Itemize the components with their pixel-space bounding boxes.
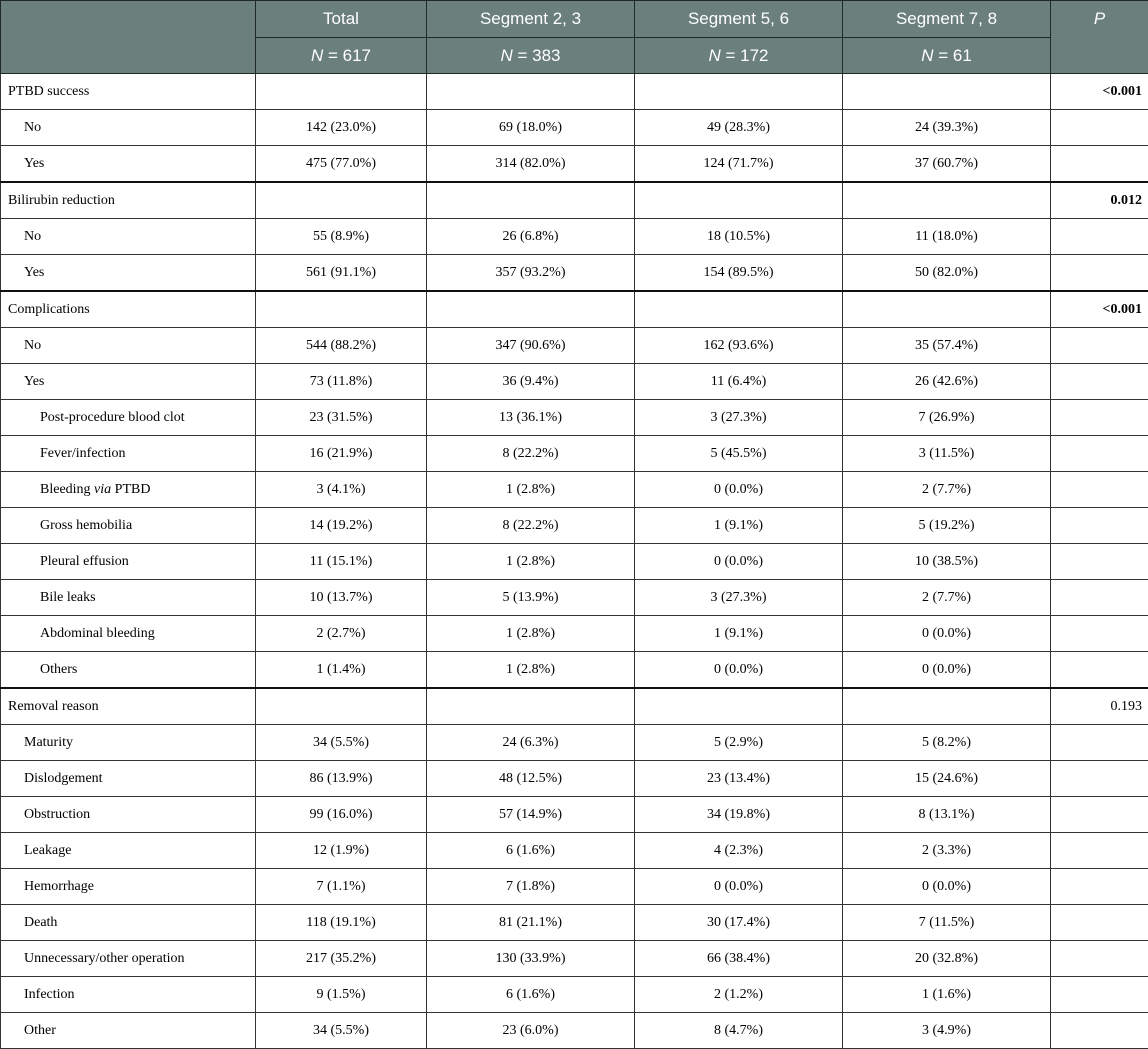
- row-label: [1, 688, 256, 725]
- table-row: [1, 436, 1148, 472]
- table-row: [1, 833, 1148, 869]
- table-body: [1, 74, 1148, 1049]
- n-separator: =: [323, 46, 342, 65]
- cell-p-value: [1051, 328, 1148, 364]
- row-label-text: Complications: [8, 302, 90, 317]
- cell-p-value: [1051, 725, 1148, 761]
- cell-segment-5-6: 3 (27.3%): [635, 580, 843, 616]
- cell-segment-7-8: 8 (13.1%): [843, 797, 1051, 833]
- cell-p-value: [1051, 761, 1148, 797]
- cell-segment-2-3: 1 (2.8%): [427, 652, 635, 689]
- cell-total: 2 (2.7%): [256, 616, 427, 652]
- cell-segment-7-8: 35 (57.4%): [843, 328, 1051, 364]
- row-label: [1, 364, 256, 400]
- cell-segment-5-6: 8 (4.7%): [635, 1013, 843, 1049]
- cell-total: 73 (11.8%): [256, 364, 427, 400]
- cell-segment-7-8: 1 (1.6%): [843, 977, 1051, 1013]
- cell-segment-2-3: 6 (1.6%): [427, 833, 635, 869]
- cell-p-value: [1051, 110, 1148, 146]
- cell-p-value: [1051, 941, 1148, 977]
- row-label: [1, 255, 256, 292]
- row-label: [1, 472, 256, 508]
- cell-segment-7-8: 0 (0.0%): [843, 616, 1051, 652]
- row-label-text: PTBD success: [8, 84, 89, 99]
- cell-segment-7-8: 5 (8.2%): [843, 725, 1051, 761]
- cell-segment-5-6: [635, 291, 843, 328]
- cell-p-value: [1051, 364, 1148, 400]
- cell-total: [256, 74, 427, 110]
- header-n-segment-7-8: [843, 38, 1051, 74]
- cell-p-value: [1051, 616, 1148, 652]
- row-label-text: Yes: [24, 374, 44, 389]
- cell-p-value: [1051, 1013, 1148, 1049]
- cell-total: 561 (91.1%): [256, 255, 427, 292]
- header-n-segment-2-3: [427, 38, 635, 74]
- cell-segment-7-8: [843, 182, 1051, 219]
- cell-segment-7-8: [843, 688, 1051, 725]
- table-row: [1, 869, 1148, 905]
- table-row: [1, 616, 1148, 652]
- cell-total: 11 (15.1%): [256, 544, 427, 580]
- table-row: [1, 652, 1148, 689]
- header-segment-5-6: Segment 5, 6: [635, 1, 843, 38]
- row-label-suffix: PTBD: [111, 482, 150, 497]
- cell-segment-7-8: 50 (82.0%): [843, 255, 1051, 292]
- table-row: [1, 472, 1148, 508]
- table-row: [1, 580, 1148, 616]
- cell-segment-5-6: 66 (38.4%): [635, 941, 843, 977]
- row-label: [1, 110, 256, 146]
- cell-segment-7-8: 15 (24.6%): [843, 761, 1051, 797]
- cell-segment-2-3: 6 (1.6%): [427, 977, 635, 1013]
- cell-p-value: <0.001: [1051, 291, 1148, 328]
- cell-segment-5-6: 0 (0.0%): [635, 652, 843, 689]
- cell-p-value: 0.193: [1051, 688, 1148, 725]
- table-row: [1, 255, 1148, 292]
- cell-segment-2-3: 69 (18.0%): [427, 110, 635, 146]
- cell-p-value: [1051, 869, 1148, 905]
- cell-segment-2-3: 36 (9.4%): [427, 364, 635, 400]
- row-label-text: Bilirubin reduction: [8, 193, 115, 208]
- cell-segment-7-8: 7 (26.9%): [843, 400, 1051, 436]
- row-label: [1, 616, 256, 652]
- cell-p-value: [1051, 905, 1148, 941]
- cell-total: 3 (4.1%): [256, 472, 427, 508]
- n-separator: =: [721, 46, 740, 65]
- cell-segment-7-8: 20 (32.8%): [843, 941, 1051, 977]
- cell-total: [256, 291, 427, 328]
- cell-segment-5-6: 34 (19.8%): [635, 797, 843, 833]
- table-row: [1, 400, 1148, 436]
- cell-segment-2-3: 1 (2.8%): [427, 616, 635, 652]
- row-label-text: Dislodgement: [24, 771, 103, 786]
- cell-total: 475 (77.0%): [256, 146, 427, 183]
- cell-p-value: [1051, 580, 1148, 616]
- n-value: 383: [532, 46, 560, 65]
- row-label: [1, 182, 256, 219]
- cell-segment-2-3: 1 (2.8%): [427, 544, 635, 580]
- cell-segment-7-8: 0 (0.0%): [843, 869, 1051, 905]
- cell-segment-7-8: 3 (4.9%): [843, 1013, 1051, 1049]
- header-n-total: [256, 38, 427, 74]
- cell-segment-5-6: 0 (0.0%): [635, 869, 843, 905]
- row-label-text: Removal reason: [8, 699, 99, 714]
- cell-segment-5-6: 5 (45.5%): [635, 436, 843, 472]
- cell-segment-2-3: 26 (6.8%): [427, 219, 635, 255]
- row-label: [1, 146, 256, 183]
- cell-segment-2-3: 8 (22.2%): [427, 436, 635, 472]
- cell-total: 544 (88.2%): [256, 328, 427, 364]
- cell-p-value: [1051, 797, 1148, 833]
- row-label: [1, 436, 256, 472]
- cell-p-value: [1051, 400, 1148, 436]
- cell-segment-2-3: 81 (21.1%): [427, 905, 635, 941]
- cell-segment-5-6: 30 (17.4%): [635, 905, 843, 941]
- row-label-text: No: [24, 120, 41, 135]
- row-label: [1, 905, 256, 941]
- row-label: [1, 833, 256, 869]
- cell-segment-7-8: 26 (42.6%): [843, 364, 1051, 400]
- cell-segment-2-3: 7 (1.8%): [427, 869, 635, 905]
- cell-segment-7-8: 5 (19.2%): [843, 508, 1051, 544]
- section-row: [1, 182, 1148, 219]
- row-label-text: Leakage: [24, 843, 71, 858]
- row-label: [1, 400, 256, 436]
- cell-segment-5-6: [635, 74, 843, 110]
- row-label-text: Death: [24, 915, 57, 930]
- cell-segment-2-3: 8 (22.2%): [427, 508, 635, 544]
- table-row: [1, 797, 1148, 833]
- cell-segment-5-6: 11 (6.4%): [635, 364, 843, 400]
- row-label: [1, 1013, 256, 1049]
- cell-segment-7-8: 2 (7.7%): [843, 472, 1051, 508]
- cell-total: 34 (5.5%): [256, 1013, 427, 1049]
- cell-total: 99 (16.0%): [256, 797, 427, 833]
- cell-segment-2-3: 1 (2.8%): [427, 472, 635, 508]
- cell-segment-2-3: 347 (90.6%): [427, 328, 635, 364]
- cell-p-value: [1051, 219, 1148, 255]
- n-separator: =: [513, 46, 532, 65]
- table-row: [1, 110, 1148, 146]
- header-label-cell: [1, 1, 256, 74]
- cell-segment-5-6: 4 (2.3%): [635, 833, 843, 869]
- row-label: [1, 74, 256, 110]
- cell-total: 34 (5.5%): [256, 725, 427, 761]
- cell-total: 217 (35.2%): [256, 941, 427, 977]
- cell-segment-2-3: [427, 291, 635, 328]
- cell-p-value: [1051, 977, 1148, 1013]
- row-label-text: Infection: [24, 987, 75, 1002]
- row-label-text: Bleeding: [40, 482, 94, 497]
- cell-total: 7 (1.1%): [256, 869, 427, 905]
- section-row: [1, 74, 1148, 110]
- cell-p-value: [1051, 508, 1148, 544]
- cell-segment-7-8: 11 (18.0%): [843, 219, 1051, 255]
- cell-segment-7-8: 3 (11.5%): [843, 436, 1051, 472]
- n-value: 617: [343, 46, 371, 65]
- table-row: [1, 977, 1148, 1013]
- n-symbol: N: [500, 46, 512, 65]
- table-row: [1, 941, 1148, 977]
- cell-p-value: 0.012: [1051, 182, 1148, 219]
- row-label-text: Fever/infection: [40, 446, 126, 461]
- cell-segment-5-6: 124 (71.7%): [635, 146, 843, 183]
- cell-segment-5-6: 3 (27.3%): [635, 400, 843, 436]
- row-label: [1, 508, 256, 544]
- cell-segment-5-6: 0 (0.0%): [635, 472, 843, 508]
- cell-segment-2-3: 57 (14.9%): [427, 797, 635, 833]
- cell-segment-7-8: 2 (7.7%): [843, 580, 1051, 616]
- cell-segment-7-8: 24 (39.3%): [843, 110, 1051, 146]
- row-label: [1, 725, 256, 761]
- row-label: [1, 797, 256, 833]
- cell-segment-7-8: [843, 291, 1051, 328]
- cell-total: 9 (1.5%): [256, 977, 427, 1013]
- row-label-text: Maturity: [24, 735, 73, 750]
- row-label: [1, 328, 256, 364]
- row-label-text: No: [24, 229, 41, 244]
- table-row: [1, 508, 1148, 544]
- n-value: 61: [953, 46, 972, 65]
- table-row: [1, 905, 1148, 941]
- cell-p-value: [1051, 146, 1148, 183]
- cell-segment-2-3: 23 (6.0%): [427, 1013, 635, 1049]
- cell-segment-7-8: 7 (11.5%): [843, 905, 1051, 941]
- header-p-value: P: [1051, 1, 1148, 74]
- cell-segment-5-6: 49 (28.3%): [635, 110, 843, 146]
- cell-total: 86 (13.9%): [256, 761, 427, 797]
- row-label-italic: via: [94, 482, 111, 497]
- row-label-text: Others: [40, 662, 77, 677]
- table-row: [1, 761, 1148, 797]
- row-label: [1, 652, 256, 689]
- row-label-text: Post-procedure blood clot: [40, 410, 185, 425]
- table-row: [1, 328, 1148, 364]
- cell-p-value: [1051, 436, 1148, 472]
- section-row: [1, 688, 1148, 725]
- row-label-text: Pleural effusion: [40, 554, 129, 569]
- row-label: [1, 977, 256, 1013]
- cell-total: 55 (8.9%): [256, 219, 427, 255]
- cell-p-value: [1051, 652, 1148, 689]
- n-separator: =: [933, 46, 952, 65]
- cell-segment-2-3: 314 (82.0%): [427, 146, 635, 183]
- cell-segment-5-6: 0 (0.0%): [635, 544, 843, 580]
- cell-segment-2-3: 13 (36.1%): [427, 400, 635, 436]
- cell-p-value: [1051, 544, 1148, 580]
- cell-segment-2-3: 130 (33.9%): [427, 941, 635, 977]
- cell-segment-5-6: 162 (93.6%): [635, 328, 843, 364]
- row-label-text: Unnecessary/other operation: [24, 951, 185, 966]
- n-symbol: N: [708, 46, 720, 65]
- cell-segment-5-6: [635, 182, 843, 219]
- cell-segment-5-6: 1 (9.1%): [635, 616, 843, 652]
- cell-segment-7-8: 37 (60.7%): [843, 146, 1051, 183]
- cell-total: 16 (21.9%): [256, 436, 427, 472]
- cell-p-value: [1051, 255, 1148, 292]
- header-total: Total: [256, 1, 427, 38]
- cell-segment-5-6: 154 (89.5%): [635, 255, 843, 292]
- cell-p-value: [1051, 833, 1148, 869]
- cell-segment-2-3: [427, 74, 635, 110]
- cell-segment-7-8: 0 (0.0%): [843, 652, 1051, 689]
- row-label: [1, 941, 256, 977]
- table-row: [1, 725, 1148, 761]
- cell-segment-7-8: [843, 74, 1051, 110]
- row-label-text: Hemorrhage: [24, 879, 94, 894]
- n-symbol: N: [921, 46, 933, 65]
- row-label: [1, 761, 256, 797]
- row-label-text: Abdominal bleeding: [40, 626, 155, 641]
- cell-segment-2-3: 5 (13.9%): [427, 580, 635, 616]
- row-label-text: Obstruction: [24, 807, 90, 822]
- cell-segment-5-6: [635, 688, 843, 725]
- cell-segment-2-3: [427, 182, 635, 219]
- cell-total: [256, 182, 427, 219]
- cell-total: 23 (31.5%): [256, 400, 427, 436]
- cell-segment-2-3: 24 (6.3%): [427, 725, 635, 761]
- section-row: [1, 291, 1148, 328]
- cell-total: 1 (1.4%): [256, 652, 427, 689]
- table-row: [1, 544, 1148, 580]
- cell-total: 118 (19.1%): [256, 905, 427, 941]
- header-segment-7-8: Segment 7, 8: [843, 1, 1051, 38]
- header-segment-2-3: Segment 2, 3: [427, 1, 635, 38]
- row-label: [1, 219, 256, 255]
- row-label: [1, 580, 256, 616]
- cell-segment-5-6: 23 (13.4%): [635, 761, 843, 797]
- cell-segment-7-8: 2 (3.3%): [843, 833, 1051, 869]
- row-label-text: Yes: [24, 265, 44, 280]
- row-label-text: Other: [24, 1023, 56, 1038]
- cell-total: 12 (1.9%): [256, 833, 427, 869]
- cell-segment-5-6: 2 (1.2%): [635, 977, 843, 1013]
- row-label-text: Bile leaks: [40, 590, 96, 605]
- table-row: [1, 364, 1148, 400]
- n-value: 172: [740, 46, 768, 65]
- cell-total: 10 (13.7%): [256, 580, 427, 616]
- table-row: [1, 219, 1148, 255]
- row-label: [1, 869, 256, 905]
- row-label: [1, 291, 256, 328]
- row-label-text: No: [24, 338, 41, 353]
- cell-segment-5-6: 1 (9.1%): [635, 508, 843, 544]
- table-header: [1, 1, 1148, 74]
- table-row: [1, 1013, 1148, 1049]
- cell-p-value: [1051, 472, 1148, 508]
- cell-segment-7-8: 10 (38.5%): [843, 544, 1051, 580]
- cell-segment-5-6: 18 (10.5%): [635, 219, 843, 255]
- row-label-text: Yes: [24, 156, 44, 171]
- cell-total: 14 (19.2%): [256, 508, 427, 544]
- table-row: [1, 146, 1148, 183]
- cell-segment-2-3: 357 (93.2%): [427, 255, 635, 292]
- cell-total: 142 (23.0%): [256, 110, 427, 146]
- cell-segment-5-6: 5 (2.9%): [635, 725, 843, 761]
- cell-p-value: <0.001: [1051, 74, 1148, 110]
- row-label-text: Gross hemobilia: [40, 518, 132, 533]
- row-label: [1, 544, 256, 580]
- n-symbol: N: [311, 46, 323, 65]
- header-row-groups: [1, 1, 1148, 38]
- cell-total: [256, 688, 427, 725]
- cell-segment-2-3: 48 (12.5%): [427, 761, 635, 797]
- cell-segment-2-3: [427, 688, 635, 725]
- header-n-segment-5-6: [635, 38, 843, 74]
